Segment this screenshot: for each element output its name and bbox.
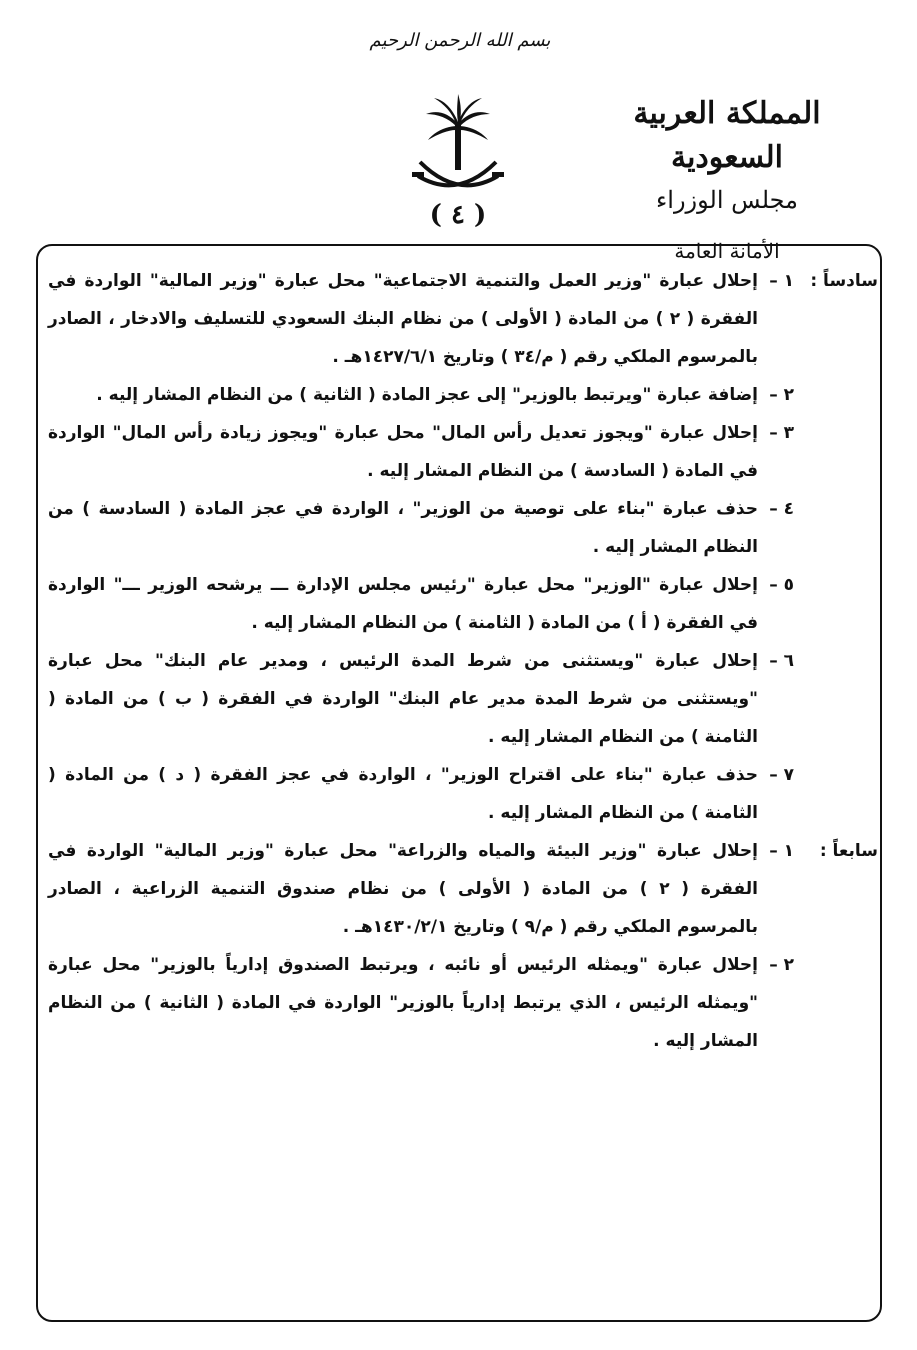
- list-item: [48, 832, 794, 946]
- list-item: [48, 262, 794, 376]
- basmala: بسم الله الرحمن الرحيم: [369, 30, 551, 51]
- council-title: مجلس الوزراء: [655, 186, 799, 214]
- item-text: إحلال عبارة "ويجوز تعديل رأس المال" محل عبارة "ويجوز زيادة رأس المال" الواردة في المادة ( السادسة ) من النظام المشار إليه .: [48, 423, 758, 481]
- document-body: [48, 262, 878, 1060]
- letterhead: [577, 92, 877, 268]
- item-number: ٤ –: [769, 499, 794, 519]
- section-sixth: [48, 262, 878, 832]
- item-number: ٣ –: [769, 423, 794, 443]
- item-number: ٢ –: [769, 385, 794, 405]
- item-text: حذف عبارة "بناء على توصية من الوزير" ، الواردة في عجز المادة ( السادسة ) من النظام المشار إليه .: [48, 499, 758, 557]
- page-number: ( ٤ ): [429, 200, 487, 230]
- item-number: ٥ –: [769, 575, 794, 595]
- item-text: إضافة عبارة "ويرتبط بالوزير" إلى عجز المادة ( الثانية ) من النظام المشار إليه .: [96, 385, 758, 405]
- list-item: [48, 490, 794, 566]
- list-item: [48, 946, 794, 1060]
- section-label: سادساً :: [810, 271, 878, 291]
- item-text: إحلال عبارة "وزير البيئة والمياه والزراعة" محل عبارة "وزير المالية" الواردة في الفقرة ( ٢ ) من المادة ( الأولى ) من نظام صندوق التنمية الزراعية ، الصادر بالمرسوم الملكي رقم ( م/٩ ) وتاريخ ١٤٣٠/٢/١هـ .: [48, 841, 758, 937]
- item-number: ١ –: [769, 841, 794, 861]
- kingdom-title: المملكة العربية السعودية: [633, 96, 821, 175]
- item-text: حذف عبارة "بناء على اقتراح الوزير" ، الواردة في عجز الفقرة ( د ) من المادة ( الثامنة ) من النظام المشار إليه .: [48, 765, 758, 823]
- item-number: ٧ –: [769, 765, 794, 785]
- item-text: إحلال عبارة "الوزير" محل عبارة "رئيس مجلس الإدارة ـــ يرشحه الوزير ـــ" الواردة في الفقرة ( أ ) من المادة ( الثامنة ) من النظام المشار إليه .: [48, 575, 758, 633]
- secretariat-title: الأمانة العامة: [674, 239, 780, 263]
- section-label: سابعاً :: [819, 841, 878, 861]
- item-number: ٢ –: [769, 955, 794, 975]
- list-item: [48, 756, 794, 832]
- list-item: [48, 414, 794, 490]
- list-item: [48, 376, 794, 414]
- item-number: ٦ –: [769, 651, 794, 671]
- palm-and-swords-emblem-icon: [408, 92, 508, 202]
- item-text: إحلال عبارة "ويستثنى من شرط المدة الرئيس ، ومدير عام البنك" محل عبارة "ويستثنى من شرط المدة مدير عام البنك" الواردة في الفقرة ( ب ) من المادة ( الثامنة ) من النظام المشار إليه .: [48, 651, 758, 747]
- item-text: إحلال عبارة "ويمثله الرئيس أو نائبه ، ويرتبط الصندوق إدارياً بالوزير" محل عبارة "ويمثله الرئيس ، الذي يرتبط إدارياً بالوزير" الواردة في المادة ( الثانية ) من النظام المشار إليه .: [48, 955, 758, 1051]
- item-text: إحلال عبارة "وزير العمل والتنمية الاجتماعية" محل عبارة "وزير المالية" الواردة في الفقرة ( ٢ ) من المادة ( الأولى ) من نظام البنك السعودي للتسليف والادخار ، الصادر بالمرسوم الملكي رقم ( م/٣٤ ) وتاريخ ١٤٢٧/٦/١هـ .: [48, 271, 758, 367]
- list-item: [48, 642, 794, 756]
- list-item: [48, 566, 794, 642]
- section-seventh: [48, 832, 878, 1060]
- item-number: ١ –: [769, 271, 794, 291]
